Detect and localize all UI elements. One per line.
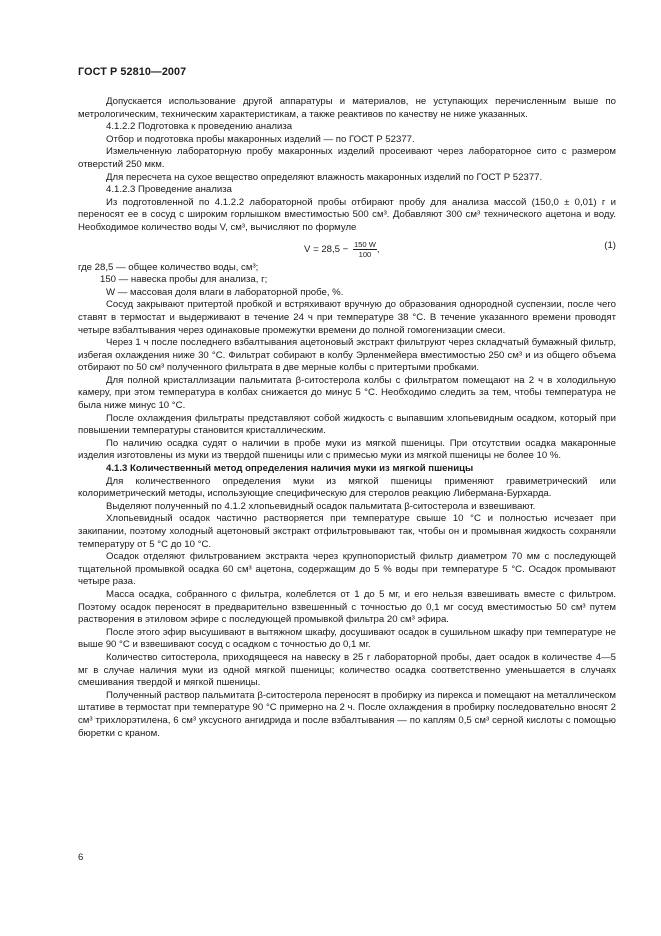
paragraph: Для количественного определения муки из мягкой пшеницы применяют гравиметрический или колориметрический методы, использующие специфическую для стеролов реакцию Либермана-Бурхарда. <box>78 475 616 500</box>
paragraph: Через 1 ч после последнего взбалтывания ацетоновый экстракт фильтруют через складчатый бумажный фильтр, избегая охлаждения ниже 30 °С. Фильтрат собирают в колбу Эрленмейера вместимостью 250 см³ и из общего объема отбирают по 50 см³ полученного фильтрата в две мерные колбы с притертыми пробками. <box>78 337 616 374</box>
paragraph: Хлопьевидный осадок частично растворяется при температуре свыше 10 °С и полностью исчезает при закипании, поэтому холодный ацетоновый экстракт отфильтровывают так, чтобы он и промывная жидкость сохраняли температуру от 5 °С до 10 °С. <box>78 513 616 550</box>
paragraph: Допускается использование другой аппаратуры и материалов, не уступающих перечисленным выше по метрологическим, техническим характеристикам, а также реактивов по качеству не ниже указанных. <box>78 96 616 120</box>
paragraph: Измельченную лабораторную пробу макаронных изделий просеивают через лабораторное сито с размером отверстий 250 мкм. <box>78 146 616 170</box>
page-number: 6 <box>78 852 84 863</box>
legend-item: W — массовая доля влаги в лабораторной пробе, %. <box>106 286 344 298</box>
paragraph: Сосуд закрывают притертой пробкой и встряхивают вручную до образования однородной суспензии, после чего ставят в термостат и выдерживают в течение 24 ч при температуре 38 °С. В течение указанного времени проводят четыре взбалтывания через одинаковые промежутки времени до полной гомогенизации смеси. <box>78 299 616 336</box>
paragraph: Количество ситостерола, приходящееся на навеску в 25 г лабораторной пробы, дает осадок в количестве 4—5 мг в случае наличия муки из одной мягкой пшеницы; количество осадка соответственно уменьшается в случаях смешивания твердой и мягкой пшеницы. <box>78 651 616 689</box>
paragraph: После охлаждения фильтраты представляют собой жидкость с выпавшим хлопьевидным осадком, который при повышении температуры становится кристаллическим. <box>78 412 616 437</box>
paragraph: Осадок отделяют фильтрованием экстракта через крупнопористый фильтр диаметром 70 мм с последующей тщательной промывкой осадка 60 см³ ацетона, содержащим до 5 % воды при температуре 5 °С. Осадок промывают четыре раза. <box>78 551 616 588</box>
paragraph: Полученный раствор пальмитата β-ситостерола переносят в пробирку из пирекса и помещают на металлическом штативе в термостат при температуре 90 °С примерно на 2 ч. После охлаждения в пробирку последовательно вносят 2 см³ трихлорэтилена, 6 см³ уксусного ангидрида и после взбалтывания — по каплям 0,5 см³ серной кислоты с помощью бюретки с краном. <box>78 689 616 739</box>
paragraph: Для полной кристаллизации пальмитата β-ситостерола колбы с фильтратом помещают на 2 ч в холодильную камеру, при этом температура в колбах снижается до минус 5 °С. Необходимо следить за тем, чтобы температура не была ниже минус 10 °С. <box>78 374 616 412</box>
paragraph: Отбор и подготовка пробы макаронных изделий — по ГОСТ Р 52377. <box>106 133 415 145</box>
legend-item: где 28,5 — общее количество воды, см³; <box>78 261 259 273</box>
formula-numerator: 150 W <box>353 239 376 249</box>
formula-lhs: V = 28,5 − <box>304 243 349 255</box>
subsection-heading-4-1-2-3: 4.1.2.3 Проведение анализа <box>106 184 232 196</box>
formula-legend <box>78 262 616 300</box>
page-header-standard-number: ГОСТ Р 52810—2007 <box>78 66 187 78</box>
formula-number: (1) <box>604 239 616 251</box>
paragraph: Выделяют полученный по 4.1.2 хлопьевидный осадок пальмитата β-ситостерола и взвешивают. <box>106 500 536 512</box>
formula-denominator: 100 <box>358 249 372 259</box>
legend-item: 150 — навеска пробы для анализа, г; <box>100 274 268 286</box>
subsection-heading-4-1-2-2: 4.1.2.2 Подготовка к проведению анализа <box>106 121 293 133</box>
paragraph: Масса осадка, собранного с фильтра, колеблется от 1 до 5 мг, и его нельзя взвешивать вместе с фильтром. Поэтому осадок переносят в предварительно взвешенный с точностью до 0,1 мг сосуд вместимостью 50 см³ путем растворения в этиловом эфире с последующей промывкой фильтра 20 см³ эфира. <box>78 588 616 626</box>
formula-expression <box>304 240 380 259</box>
section-heading-4-1-3: 4.1.3 Количественный метод определения наличия муки из мягкой пшеницы <box>106 463 474 475</box>
paragraph: Для пересчета на сухое вещество определяют влажность макаронных изделий по ГОСТ Р 52377. <box>106 171 543 183</box>
formula-fraction <box>353 240 377 259</box>
formula-tail: , <box>376 243 380 255</box>
paragraph: Из подготовленной по 4.1.2.2 лабораторной пробы отбирают пробу для анализа массой (150,0 ± 0,01) г и переносят ее в сосуд с широким горлышком вместимостью 500 см³. Добавляют 300 см³ технического ацетона и воду. Необходимое количество воды V, см³, вычисляют по формуле <box>78 196 616 233</box>
paragraph: После этого эфир высушивают в вытяжном шкафу, досушивают осадок в сушильном шкафу при температуре не выше 90 °С и взвешивают сосуд с осадком с точностью до 0,1 мг. <box>78 626 616 651</box>
paragraph: По наличию осадка судят о наличии в пробе муки из мягкой пшеницы. При отсутствии осадка макаронные изделия изготовлены из муки из твердой пшеницы или с примесью муки из мягкой пшеницы не более 10 %. <box>78 437 616 462</box>
formula-1 <box>78 237 616 259</box>
document-body <box>78 96 616 740</box>
